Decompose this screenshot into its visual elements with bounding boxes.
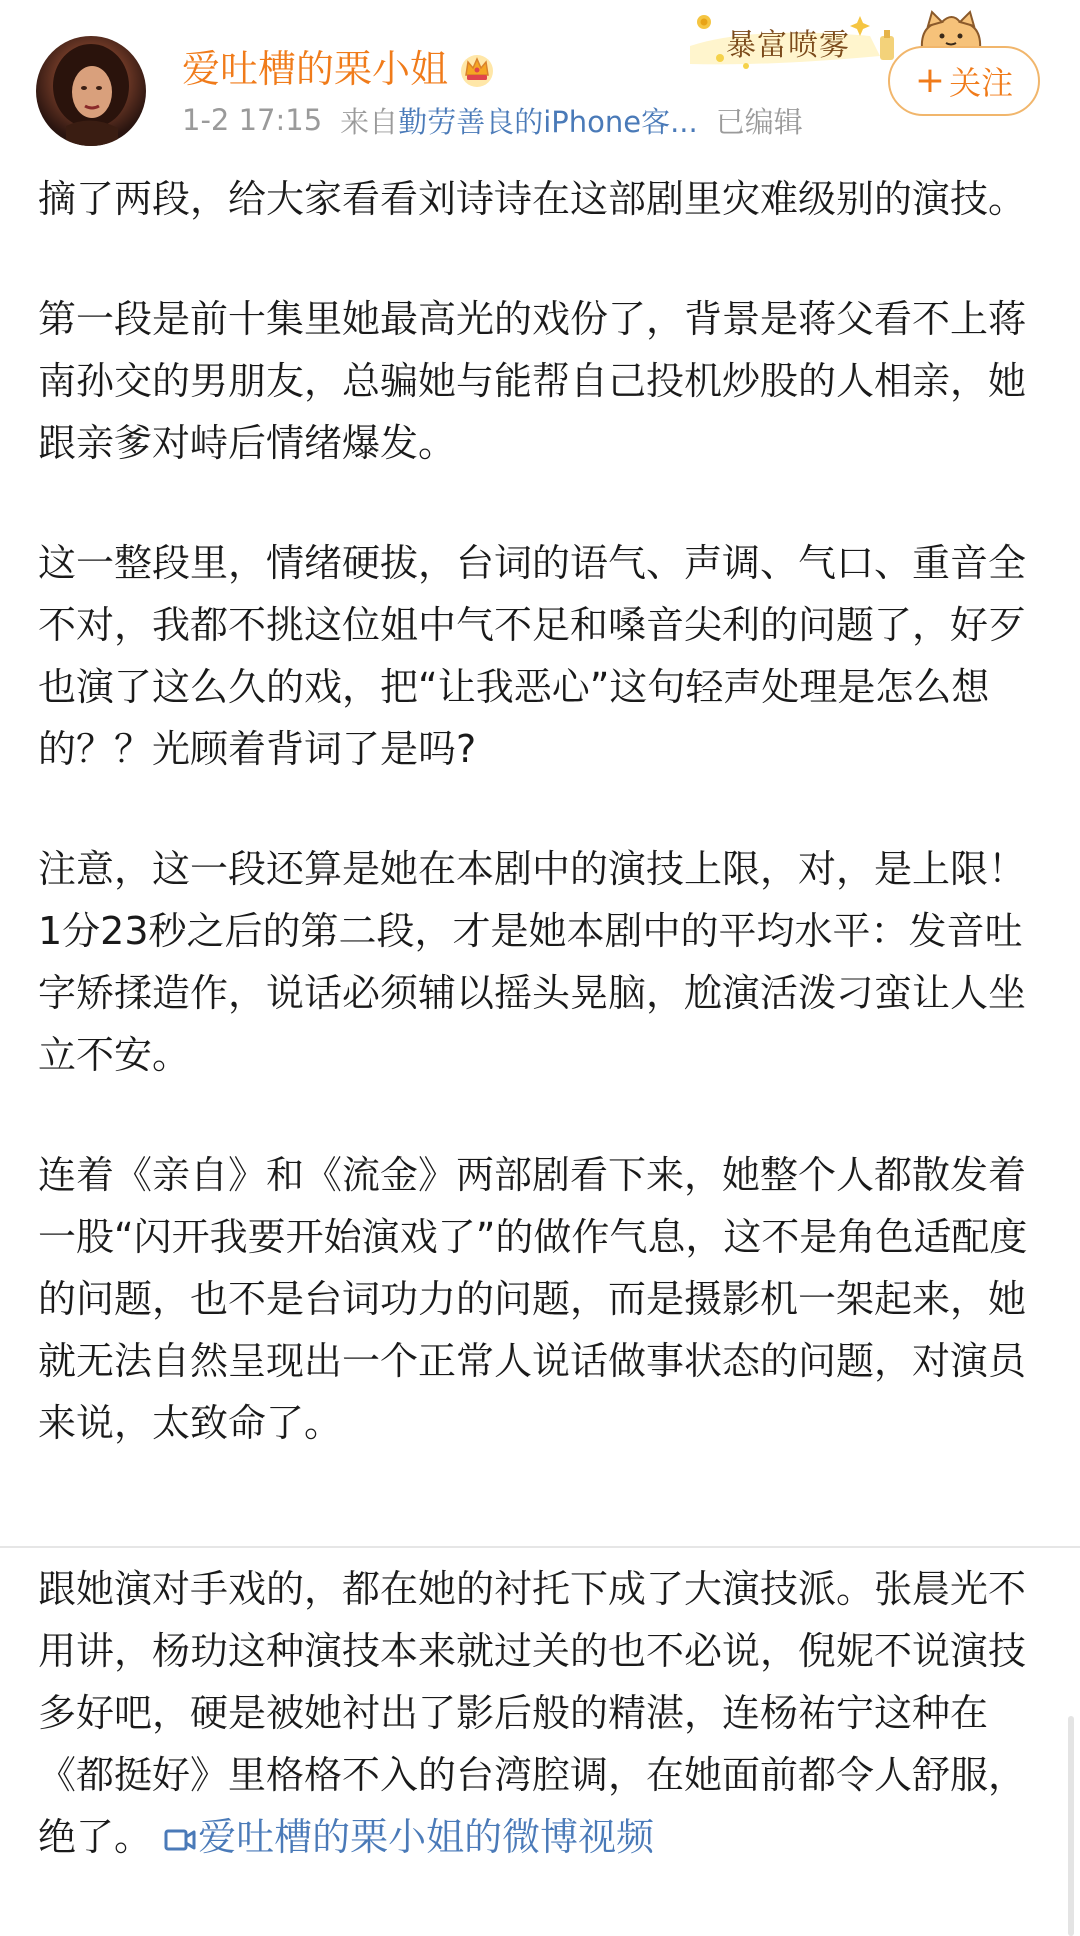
post-header [0, 0, 1080, 160]
paragraph: 注意，这一段还算是她在本剧中的演技上限，对，是上限！1分23秒之后的第二段，才是她本剧中的平均水平：发音吐字矫揉造作，说话必须辅以摇头晃脑，尬演活泼刁蛮让人坐立不安。 [38, 847, 1027, 1077]
paragraph: 连着《亲自》和《流金》两部剧看下来，她整个人都散发着一股“闪开我要开始演戏了”的做作气息，这不是角色适配度的问题，也不是台词功力的问题，而是摄影机一架起来，她就无法自然呈现出一个正常人说话做事状态的问题，对演员来说，太致命了。 [38, 1153, 1028, 1445]
follow-button[interactable] [888, 46, 1040, 116]
follow-label: 关注 [949, 64, 1014, 102]
video-link-icon [164, 1827, 196, 1853]
source-prefix: 来自 [340, 104, 399, 139]
vip-crown-icon[interactable] [458, 50, 496, 88]
author-name[interactable]: 爱吐槽的栗小姐 [182, 47, 449, 91]
post-meta [182, 100, 803, 140]
plus-icon: + [914, 60, 946, 101]
decoration-text: 暴富喷雾 [726, 28, 850, 63]
video-link-text: 爱吐槽的栗小姐的微博视频 [198, 1815, 655, 1859]
edited-label: 已编辑 [715, 104, 803, 139]
paragraph-last-text: 跟她演对手戏的，都在她的衬托下成了大演技派。张晨光不用讲，杨玏这种演技本来就过关的也不必说，倪妮不说演技多好吧，硬是被她衬出了影后般的精湛，连杨祐宁这种在《都挺好》里格格不入的台湾腔调，在她面前都令人舒服，绝了。 [38, 1567, 1027, 1859]
avatar[interactable] [36, 36, 146, 146]
divider [0, 1546, 1080, 1548]
post-body-continued [38, 1558, 1042, 1926]
post-body [38, 168, 1042, 1512]
source-link[interactable]: 勤劳善良的iPhone客... [398, 104, 698, 139]
paragraph: 这一整段里，情绪硬拔，台词的语气、声调、气口、重音全不对，我都不挑这位姐中气不足和嗓音尖利的问题了，好歹也演了这么久的戏，把“让我恶心”这句轻声处理是怎么想的？？光顾着背词了是吗? [38, 541, 1027, 771]
paragraph: 摘了两段，给大家看看刘诗诗在这部剧里灾难级别的演技。 [38, 177, 1027, 221]
avatar-portrait-icon [36, 36, 146, 146]
scrollbar[interactable] [1068, 1716, 1074, 1936]
post-time: 1-2 17:15 [182, 103, 323, 137]
paragraph: 第一段是前十集里她最高光的戏份了，背景是蒋父看不上蒋南孙交的男朋友，总骗她与能帮自己投机炒股的人相亲，她跟亲爹对峙后情绪爆发。 [38, 297, 1027, 465]
video-link[interactable] [152, 1815, 654, 1859]
paragraph-last [38, 1558, 1042, 1868]
